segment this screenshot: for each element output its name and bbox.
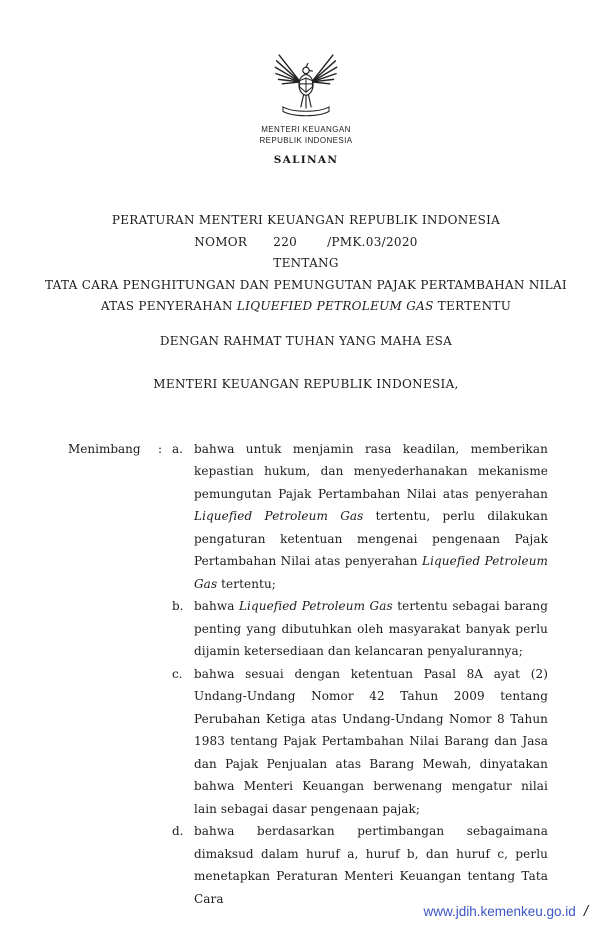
nomor-suffix: /PMK.03/2020 (327, 234, 418, 249)
subject-line1: TATA CARA PENGHITUNGAN DAN PEMUNGUTAN PAJAK PERTAMBAHAN NILAI (45, 277, 567, 292)
nomor-label: NOMOR (194, 234, 248, 249)
ministry-name (0, 125, 612, 146)
subject-line2-italic: LIQUEFIED PETROLEUM GAS (236, 299, 434, 313)
menimbang-item (68, 820, 548, 910)
menimbang-item-letter: a. (172, 441, 183, 456)
ministry-line2: REPUBLIK INDONESIA (259, 135, 353, 145)
tentang-label: TENTANG (273, 256, 339, 270)
subject-line2 (0, 296, 612, 318)
jdih-link[interactable]: www.jdih.kemenkeu.go.id (423, 904, 576, 919)
nomor-number: 220 (273, 234, 298, 249)
menimbang-item-text: bahwa untuk menjamin rasa keadilan, memberikan kepastian hukum, dan menyederhanakan mekanisme pemungutan Pajak Pertambahan Nilai atas penyerahan Liquefied Petroleum Gas tertentu, perlu dilakukan pengaturan ketentuan mengenai pengenaan Pajak Pertambahan Nilai atas penyerahan Liquefied Petroleum Gas tertentu; (194, 441, 549, 591)
menimbang-item-text: bahwa sesuai dengan ketentuan Pasal 8A ayat (2) Undang-Undang Nomor 42 Tahun 2009 tentang Perubahan Ketiga atas Undang-Undang Nomor 8 Tahun 1983 tentang Pajak Pertambahan Nilai Barang dan Jasa dan Pajak Penjualan atas Barang Mewah, dinyatakan bahwa Menteri Keuangan berwenang mengatur nilai lain sebagai dasar pengenaan pajak; (194, 666, 548, 816)
title-block (0, 210, 612, 396)
menimbang-item-letter: b. (172, 599, 184, 613)
menimbang-item-text: bahwa berdasarkan pertimbangan sebagaimana dimaksud dalam huruf a, huruf b, dan huruf c, perlu menetapkan Peraturan Menteri Keuangan tentang Tata Cara (194, 824, 548, 906)
salinan-label: SALINAN (273, 154, 339, 166)
regulation-number-line (0, 232, 612, 254)
regulation-title: PERATURAN MENTERI KEUANGAN REPUBLIK INDONESIA (111, 213, 501, 227)
menimbang-item (68, 595, 548, 663)
menimbang-item (68, 663, 548, 821)
garuda-emblem-icon (274, 46, 338, 123)
menteri-line: MENTERI KEUANGAN REPUBLIK INDONESIA, (153, 377, 459, 391)
rahmat-line: DENGAN RAHMAT TUHAN YANG MAHA ESA (159, 333, 453, 348)
menimbang-item-letter: c. (172, 666, 183, 681)
menimbang-items (68, 438, 548, 911)
garuda-pancasila-emblem (0, 46, 612, 123)
menimbang-item-text: bahwa Liquefied Petroleum Gas tertentu sebagai barang penting yang dibutuhkan oleh masyarakat banyak perlu dijamin ketersediaan dan kelancaran penyalurannya; (194, 599, 548, 658)
subject-line2-pre: ATAS PENYERAHAN (100, 299, 237, 313)
ministry-line1: MENTERI KEUANGAN (261, 125, 351, 134)
subject-line2-post: TERTENTU (433, 299, 512, 313)
menimbang-item-letter: d. (172, 824, 184, 838)
page-marker: / (583, 903, 588, 920)
menimbang-item (68, 438, 548, 596)
menimbang-colon: : (158, 441, 163, 456)
page-footer (423, 903, 588, 920)
menimbang-label: Menimbang (68, 441, 141, 456)
